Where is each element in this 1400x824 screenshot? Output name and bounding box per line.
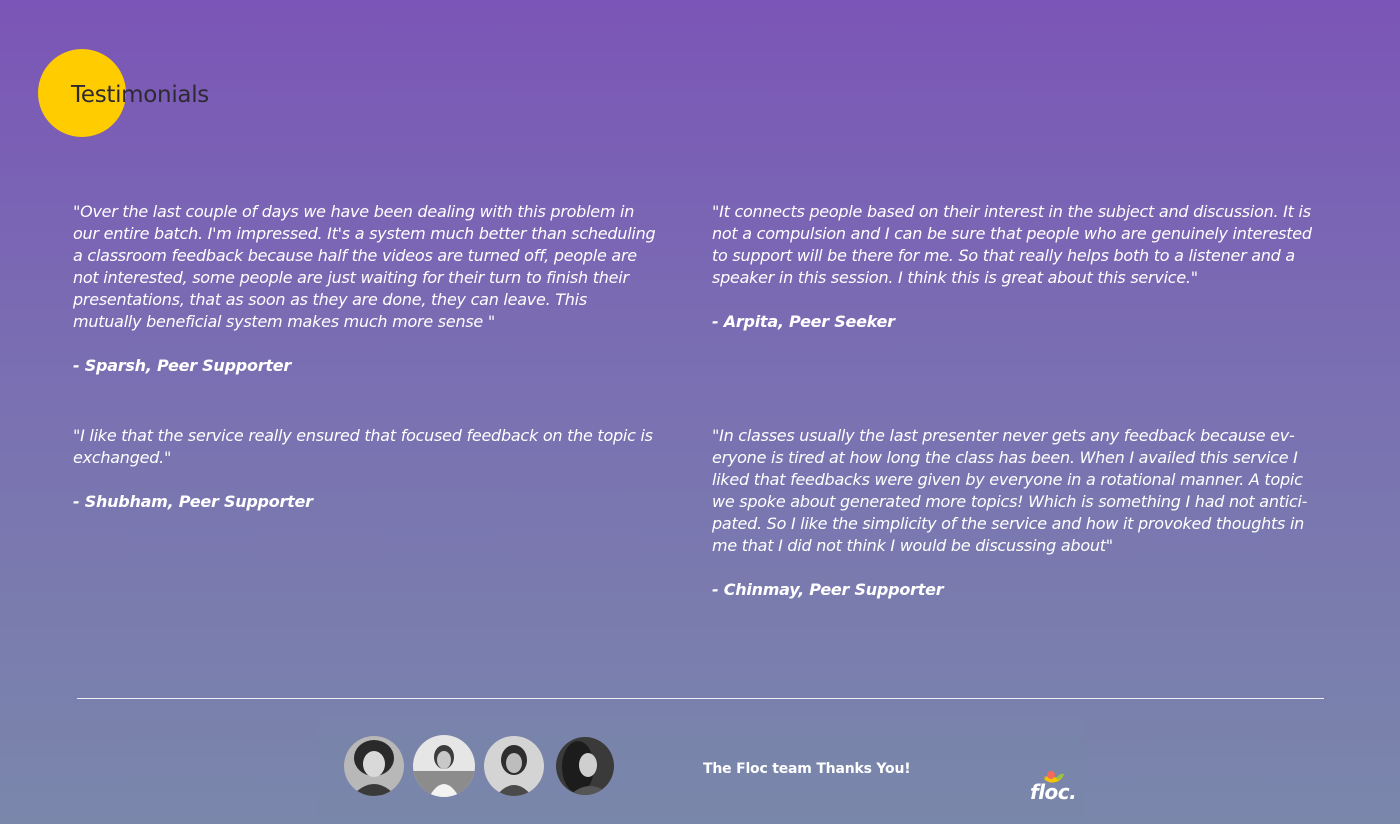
- footer-divider: [77, 698, 1324, 699]
- testimonial-card: [712, 201, 1332, 333]
- person-photo-icon: [344, 736, 404, 796]
- person-photo-icon: [484, 736, 544, 796]
- testimonial-author: - Shubham, Peer Supporter: [73, 492, 313, 511]
- testimonial-card: [73, 201, 673, 377]
- person-photo-icon: [413, 735, 475, 797]
- testimonial-card: [712, 425, 1332, 601]
- thank-you-message: The Floc team Thanks You!: [703, 761, 911, 777]
- testimonial-quote: "It connects people based on their interest in the subject and discussion. It is not a compulsion and I can be sure that people who are genuinely interested to support will be there for me. So that really helps both to a listener and a speaker in this session. I think this is great about this service.": [712, 202, 1312, 287]
- testimonial-quote: "Over the last couple of days we have been dealing with this problem in our entire batch. I'm impressed. It's a system much better than scheduling a classroom feedback because half the videos are turned off, people are not interested, some people are just waiting for their turn to finish their presentations, that as soon as they are done, they can leave. This mutually beneficial system makes much more sense ": [73, 202, 656, 331]
- floc-logo: [1028, 770, 1076, 806]
- logo-wordmark: floc.: [1030, 780, 1077, 804]
- testimonial-author: - Arpita, Peer Seeker: [712, 312, 895, 331]
- testimonial-author: - Chinmay, Peer Supporter: [712, 580, 944, 599]
- team-avatar: [413, 735, 475, 797]
- testimonial-quote: "I like that the service really ensured that focused feedback on the topic is exchanged.": [73, 426, 653, 467]
- testimonial-author: - Sparsh, Peer Supporter: [73, 356, 291, 375]
- testimonial-card: [73, 425, 673, 513]
- team-avatar: [556, 737, 614, 795]
- team-avatar: [484, 736, 544, 796]
- person-photo-icon: [556, 737, 614, 795]
- team-avatar: [344, 736, 404, 796]
- testimonial-quote: "In classes usually the last presenter never gets any feedback because ev- eryone is tired at how long the class has been. When I availed this service I liked that feedbacks were given by everyone in a rotational manner. A topic we spoke about generated more topics! Which is something I had not antici- pated. So I like the simplicity of the service and how it provoked thoughts in me that I did not think I would be discussing about": [712, 426, 1308, 555]
- page-title: Testimonials: [71, 82, 209, 108]
